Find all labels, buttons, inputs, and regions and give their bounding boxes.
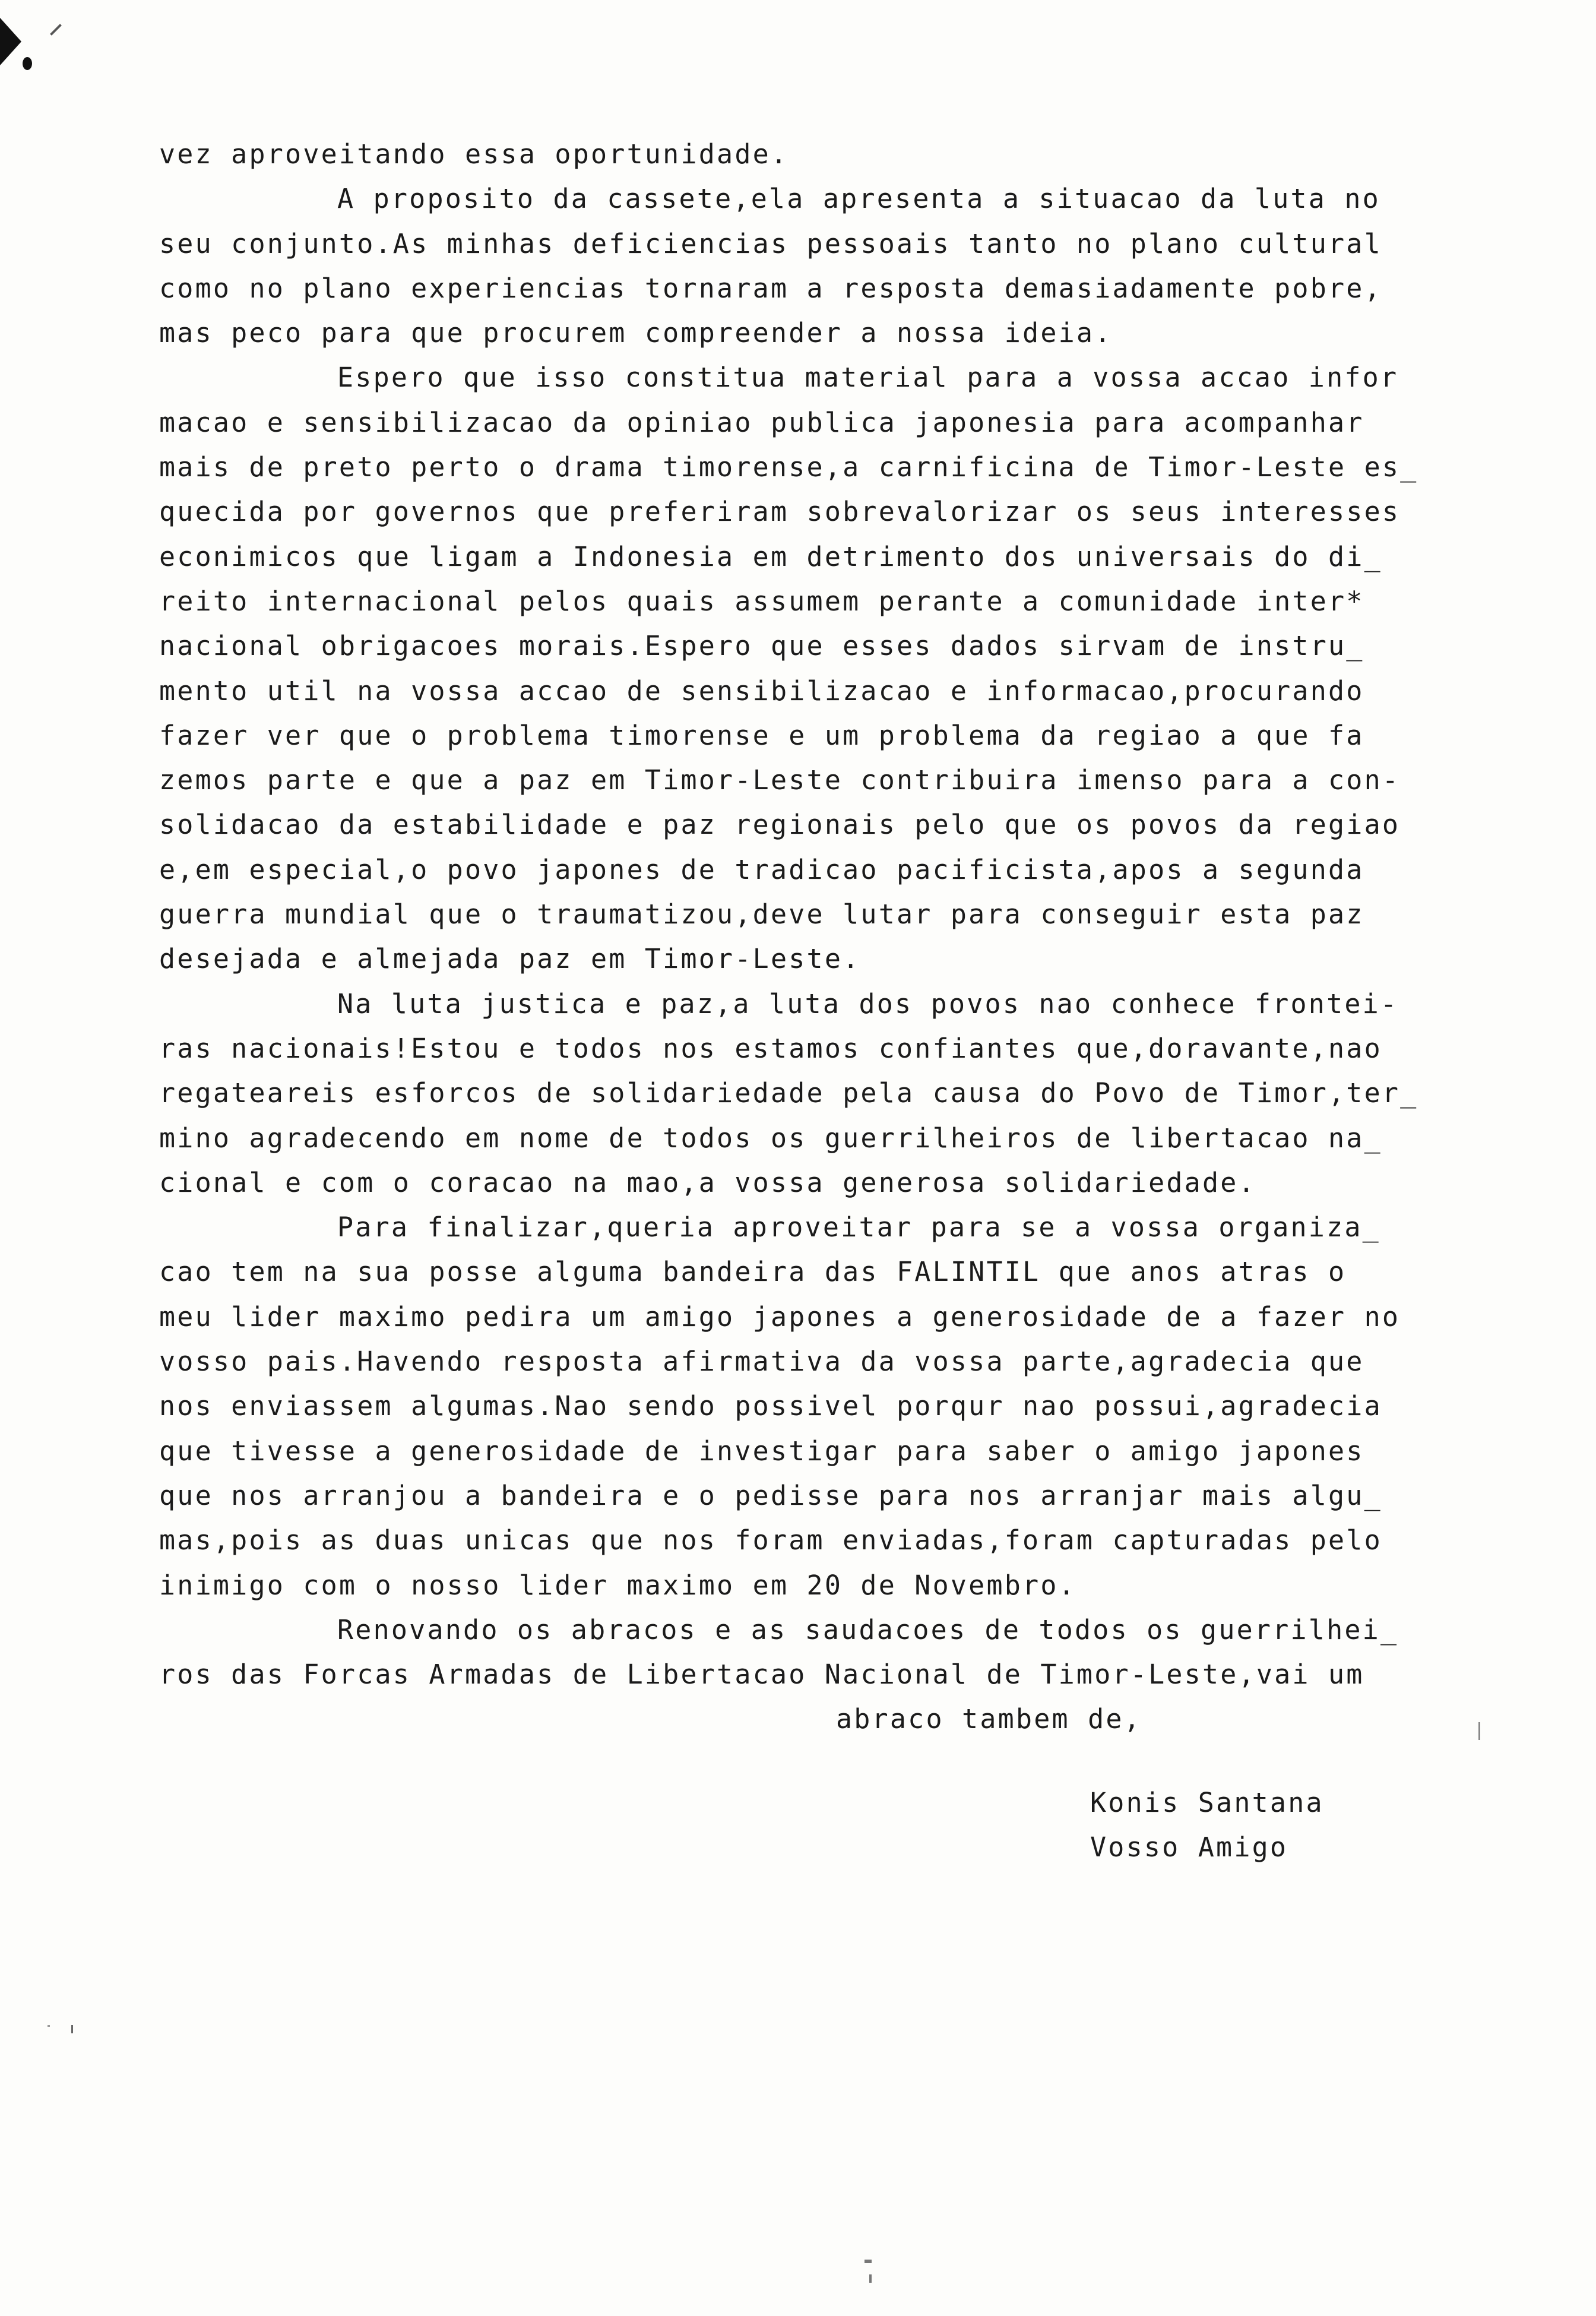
- letter-line: guerra mundial que o traumatizou,deve lutar para conseguir esta paz: [159, 898, 1364, 931]
- letter-line: Renovando os abracos e as saudacoes de todos os guerrilhei_: [337, 1613, 1399, 1646]
- letter-line: macao e sensibilizacao da opiniao publica japonesia para acompanhar: [159, 406, 1364, 438]
- letter-line: reito internacional pelos quais assumem perante a comunidade inter*: [159, 585, 1364, 617]
- letter-line: e,em especial,o povo japones de tradicao pacificista,apos a segunda: [159, 853, 1364, 885]
- letter-line: ras nacionais!Estou e todos nos estamos confiantes que,doravante,nao: [159, 1032, 1382, 1064]
- letter-line: que tivesse a generosidade de investigar para saber o amigo japones: [159, 1435, 1364, 1467]
- letter-line: mas,pois as duas unicas que nos foram enviadas,foram capturadas pelo: [159, 1524, 1382, 1556]
- letter-line: fazer ver que o problema timorense e um problema da regiao a que fa: [159, 719, 1364, 751]
- letter-line: nos enviassem algumas.Nao sendo possivel porqur nao possui,agradecia: [159, 1390, 1382, 1422]
- closing-line: abraco tambem de,: [836, 1703, 1142, 1735]
- signature-name: Konis Santana: [1090, 1787, 1324, 1818]
- letter-line: mino agradecendo em nome de todos os guerrilheiros de libertacao na_: [159, 1122, 1382, 1154]
- letter-line: econimicos que ligam a Indonesia em detrimento dos universais do di_: [159, 540, 1382, 572]
- letter-line: vosso pais.Havendo resposta afirmativa da vossa parte,agradecia que: [159, 1346, 1364, 1378]
- page-speck: [71, 2025, 73, 2033]
- letter-line: cao tem na sua posse alguma bandeira das FALINTIL que anos atras o: [159, 1256, 1347, 1288]
- letter-line: cional e com o coracao na mao,a vossa generosa solidariedade.: [159, 1166, 1256, 1198]
- letter-line: seu conjunto.As minhas deficiencias pessoais tanto no plano cultural: [159, 227, 1382, 260]
- signature-closing: Vosso Amigo: [1090, 1831, 1288, 1863]
- letter-line: mas peco para que procurem compreender a nossa ideia.: [159, 317, 1113, 349]
- signature-block: [1090, 1780, 1324, 1870]
- corner-ink-mark: [0, 18, 21, 65]
- page-speck: [48, 2025, 50, 2027]
- letter-line: Na luta justica e paz,a luta dos povos nao conhece frontei-: [337, 988, 1399, 1020]
- letter-line: inimigo com o nosso lider maximo em 20 de Novembro.: [159, 1569, 1076, 1601]
- letter-line: zemos parte e que a paz em Timor-Leste contribuira imenso para a con-: [159, 764, 1401, 796]
- letter-line: solidacao da estabilidade e paz regionais pelo que os povos da regiao: [159, 809, 1401, 841]
- letter-line: quecida por governos que preferiram sobrevalorizar os seus interesses: [159, 496, 1401, 528]
- letter-line: A proposito da cassete,ela apresenta a situacao da luta no: [337, 183, 1380, 215]
- letter-line: desejada e almejada paz em Timor-Leste.: [159, 943, 861, 975]
- letter-line: mento util na vossa accao de sensibilizacao e informacao,procurando: [159, 675, 1364, 707]
- letter-line: nacional obrigacoes morais.Espero que esses dados sirvam de instru_: [159, 630, 1364, 662]
- letter-line: meu lider maximo pedira um amigo japones a generosidade de a fazer no: [159, 1301, 1401, 1333]
- letter-line: ros das Forcas Armadas de Libertacao Nacional de Timor-Leste,vai um: [159, 1659, 1364, 1691]
- letter-line: que nos arranjou a bandeira e o pedisse para nos arranjar mais algu_: [159, 1479, 1382, 1511]
- corner-ink-tick: [50, 24, 62, 36]
- letter-line: como no plano experiencias tornaram a resposta demasiadamente pobre,: [159, 272, 1382, 304]
- page-speck: [864, 2260, 872, 2263]
- letter-line: mais de preto perto o drama timorense,a carnificina de Timor-Leste es_: [159, 451, 1418, 483]
- corner-ink-dot: [23, 57, 32, 70]
- page-speck: [869, 2274, 872, 2283]
- page-speck: [1478, 1722, 1480, 1740]
- letter-line: Para finalizar,queria aproveitar para se a vossa organiza_: [337, 1211, 1380, 1244]
- letter-line: Espero que isso constitua material para a vossa accao infor: [337, 362, 1399, 394]
- letter-body: [159, 132, 1501, 1742]
- letter-line: vez aproveitando essa oportunidade.: [159, 138, 789, 170]
- letter-line: regateareis esforcos de solidariedade pela causa do Povo de Timor,ter_: [159, 1077, 1418, 1109]
